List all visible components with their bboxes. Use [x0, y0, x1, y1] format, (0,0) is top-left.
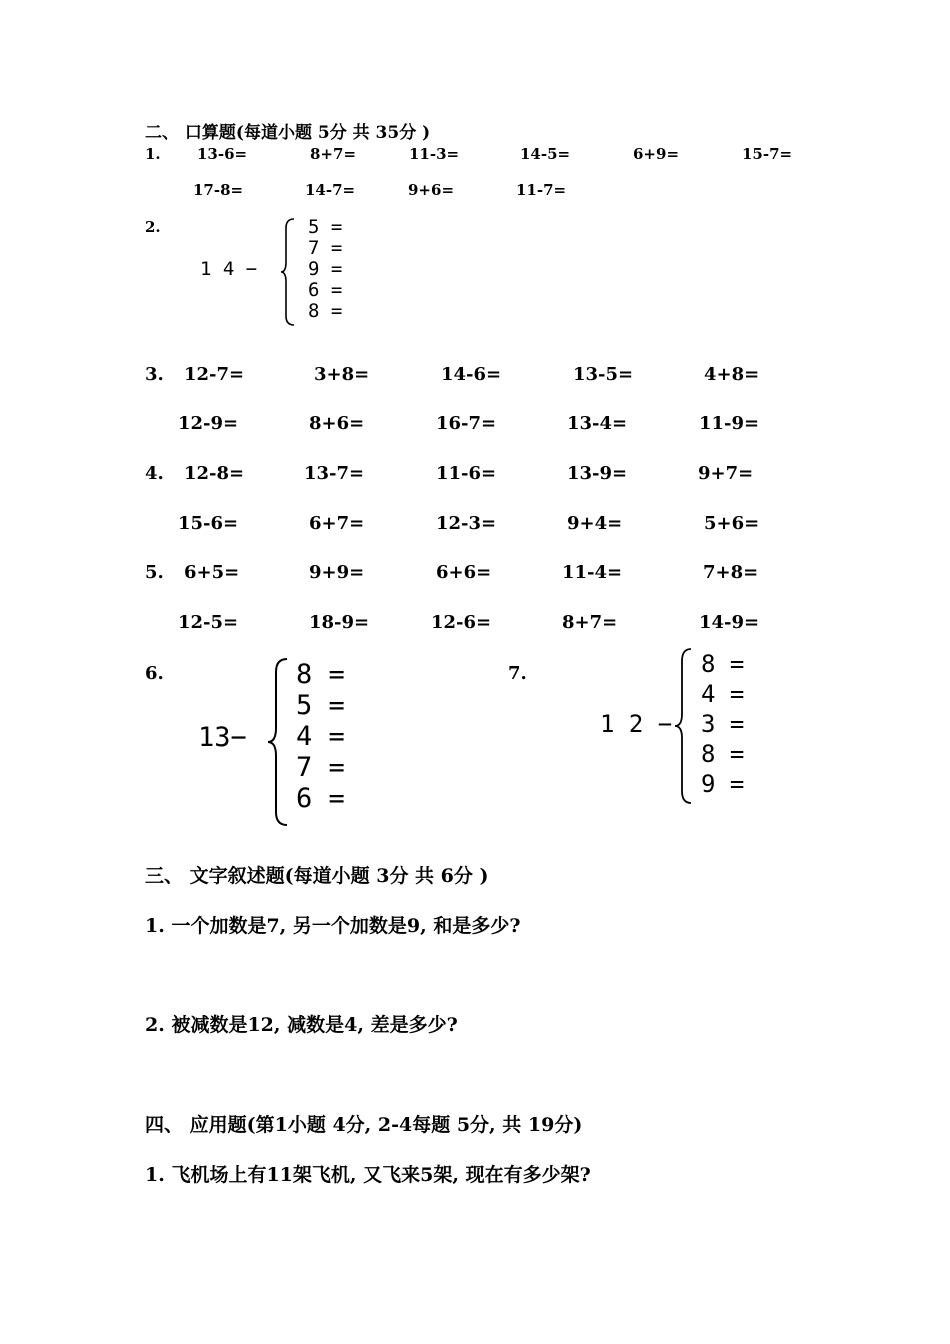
- q5-item: 14-9=: [699, 612, 760, 633]
- q3-item: 3+8=: [314, 364, 370, 385]
- q5-item: 12-5=: [178, 612, 239, 633]
- q3-item: 4+8=: [704, 364, 760, 385]
- q2-item: 6 =: [308, 279, 343, 301]
- q5-item: 18-9=: [309, 612, 370, 633]
- section3-question: 2. 被减数是12, 减数是4, 差是多少?: [145, 1014, 458, 1036]
- q1-item: 11-3=: [409, 145, 460, 163]
- q4-item: 13-9=: [567, 463, 628, 484]
- q7-item: 3 =: [701, 710, 745, 738]
- q5-number: 5.: [145, 562, 164, 583]
- q2-item: 7 =: [308, 237, 343, 259]
- q2-item: 5 =: [308, 216, 343, 238]
- section3-heading: 三、 文字叙述题(每道小题 3分 共 6分 ): [145, 865, 489, 887]
- q4-item: 13-7=: [304, 463, 365, 484]
- q1-number: 1.: [145, 145, 161, 163]
- q6-brace: [268, 658, 288, 826]
- section4-question: 1. 飞机场上有11架飞机, 又飞来5架, 现在有多少架?: [145, 1164, 591, 1186]
- q1-item: 13-6=: [197, 145, 248, 163]
- q4-item: 9+4=: [567, 513, 623, 534]
- q3-item: 12-9=: [178, 413, 239, 434]
- q4-item: 12-3=: [436, 513, 497, 534]
- q2-number: 2.: [145, 218, 161, 236]
- q2-minuend: 1 4 −: [200, 258, 258, 280]
- section4-heading: 四、 应用题(第1小题 4分, 2-4每题 5分, 共 19分): [145, 1114, 583, 1136]
- q3-number: 3.: [145, 364, 164, 385]
- section3-question: 1. 一个加数是7, 另一个加数是9, 和是多少?: [145, 915, 521, 937]
- q7-item: 4 =: [701, 680, 745, 708]
- q6-item: 6 =: [296, 783, 345, 814]
- q7-item: 8 =: [701, 740, 745, 768]
- q5-item: 6+6=: [436, 562, 492, 583]
- q3-item: 11-9=: [699, 413, 760, 434]
- q7-minuend: 1 2 −: [600, 710, 673, 738]
- q6-item: 5 =: [296, 690, 345, 721]
- q5-item: 11-4=: [562, 562, 623, 583]
- q5-item: 9+9=: [309, 562, 365, 583]
- q7-item: 8 =: [701, 650, 745, 678]
- q2-brace: [281, 218, 295, 326]
- q3-item: 12-7=: [184, 364, 245, 385]
- q5-item: 12-6=: [431, 612, 492, 633]
- q2-item: 9 =: [308, 258, 343, 280]
- q3-item: 13-4=: [567, 413, 628, 434]
- q2-item: 8 =: [308, 300, 343, 322]
- q3-item: 14-6=: [441, 364, 502, 385]
- q6-number: 6.: [145, 663, 164, 684]
- q1-item: 14-5=: [520, 145, 571, 163]
- q6-item: 8 =: [296, 659, 345, 690]
- q4-item: 9+7=: [698, 463, 754, 484]
- q5-item: 8+7=: [562, 612, 618, 633]
- q7-brace: [675, 648, 692, 804]
- q3-item: 16-7=: [436, 413, 497, 434]
- q1-item: 11-7=: [516, 181, 567, 199]
- q4-item: 12-8=: [184, 463, 245, 484]
- q1-item: 6+9=: [633, 145, 680, 163]
- q5-item: 6+5=: [184, 562, 240, 583]
- q4-number: 4.: [145, 463, 164, 484]
- q7-item: 9 =: [701, 770, 745, 798]
- q6-item: 4 =: [296, 721, 345, 752]
- q3-item: 8+6=: [309, 413, 365, 434]
- q4-item: 5+6=: [704, 513, 760, 534]
- q6-item: 7 =: [296, 752, 345, 783]
- q4-item: 11-6=: [436, 463, 497, 484]
- q5-item: 7+8=: [703, 562, 759, 583]
- q6-minuend: 13−: [198, 722, 247, 753]
- q1-item: 15-7=: [742, 145, 793, 163]
- q1-item: 17-8=: [193, 181, 244, 199]
- q3-item: 13-5=: [573, 364, 634, 385]
- q1-item: 14-7=: [305, 181, 356, 199]
- q7-number: 7.: [508, 663, 527, 684]
- q4-item: 6+7=: [309, 513, 365, 534]
- section2-heading: 二、 口算题(每道小题 5分 共 35分 ): [145, 123, 431, 143]
- q1-item: 9+6=: [408, 181, 455, 199]
- q4-item: 15-6=: [178, 513, 239, 534]
- q1-item: 8+7=: [310, 145, 357, 163]
